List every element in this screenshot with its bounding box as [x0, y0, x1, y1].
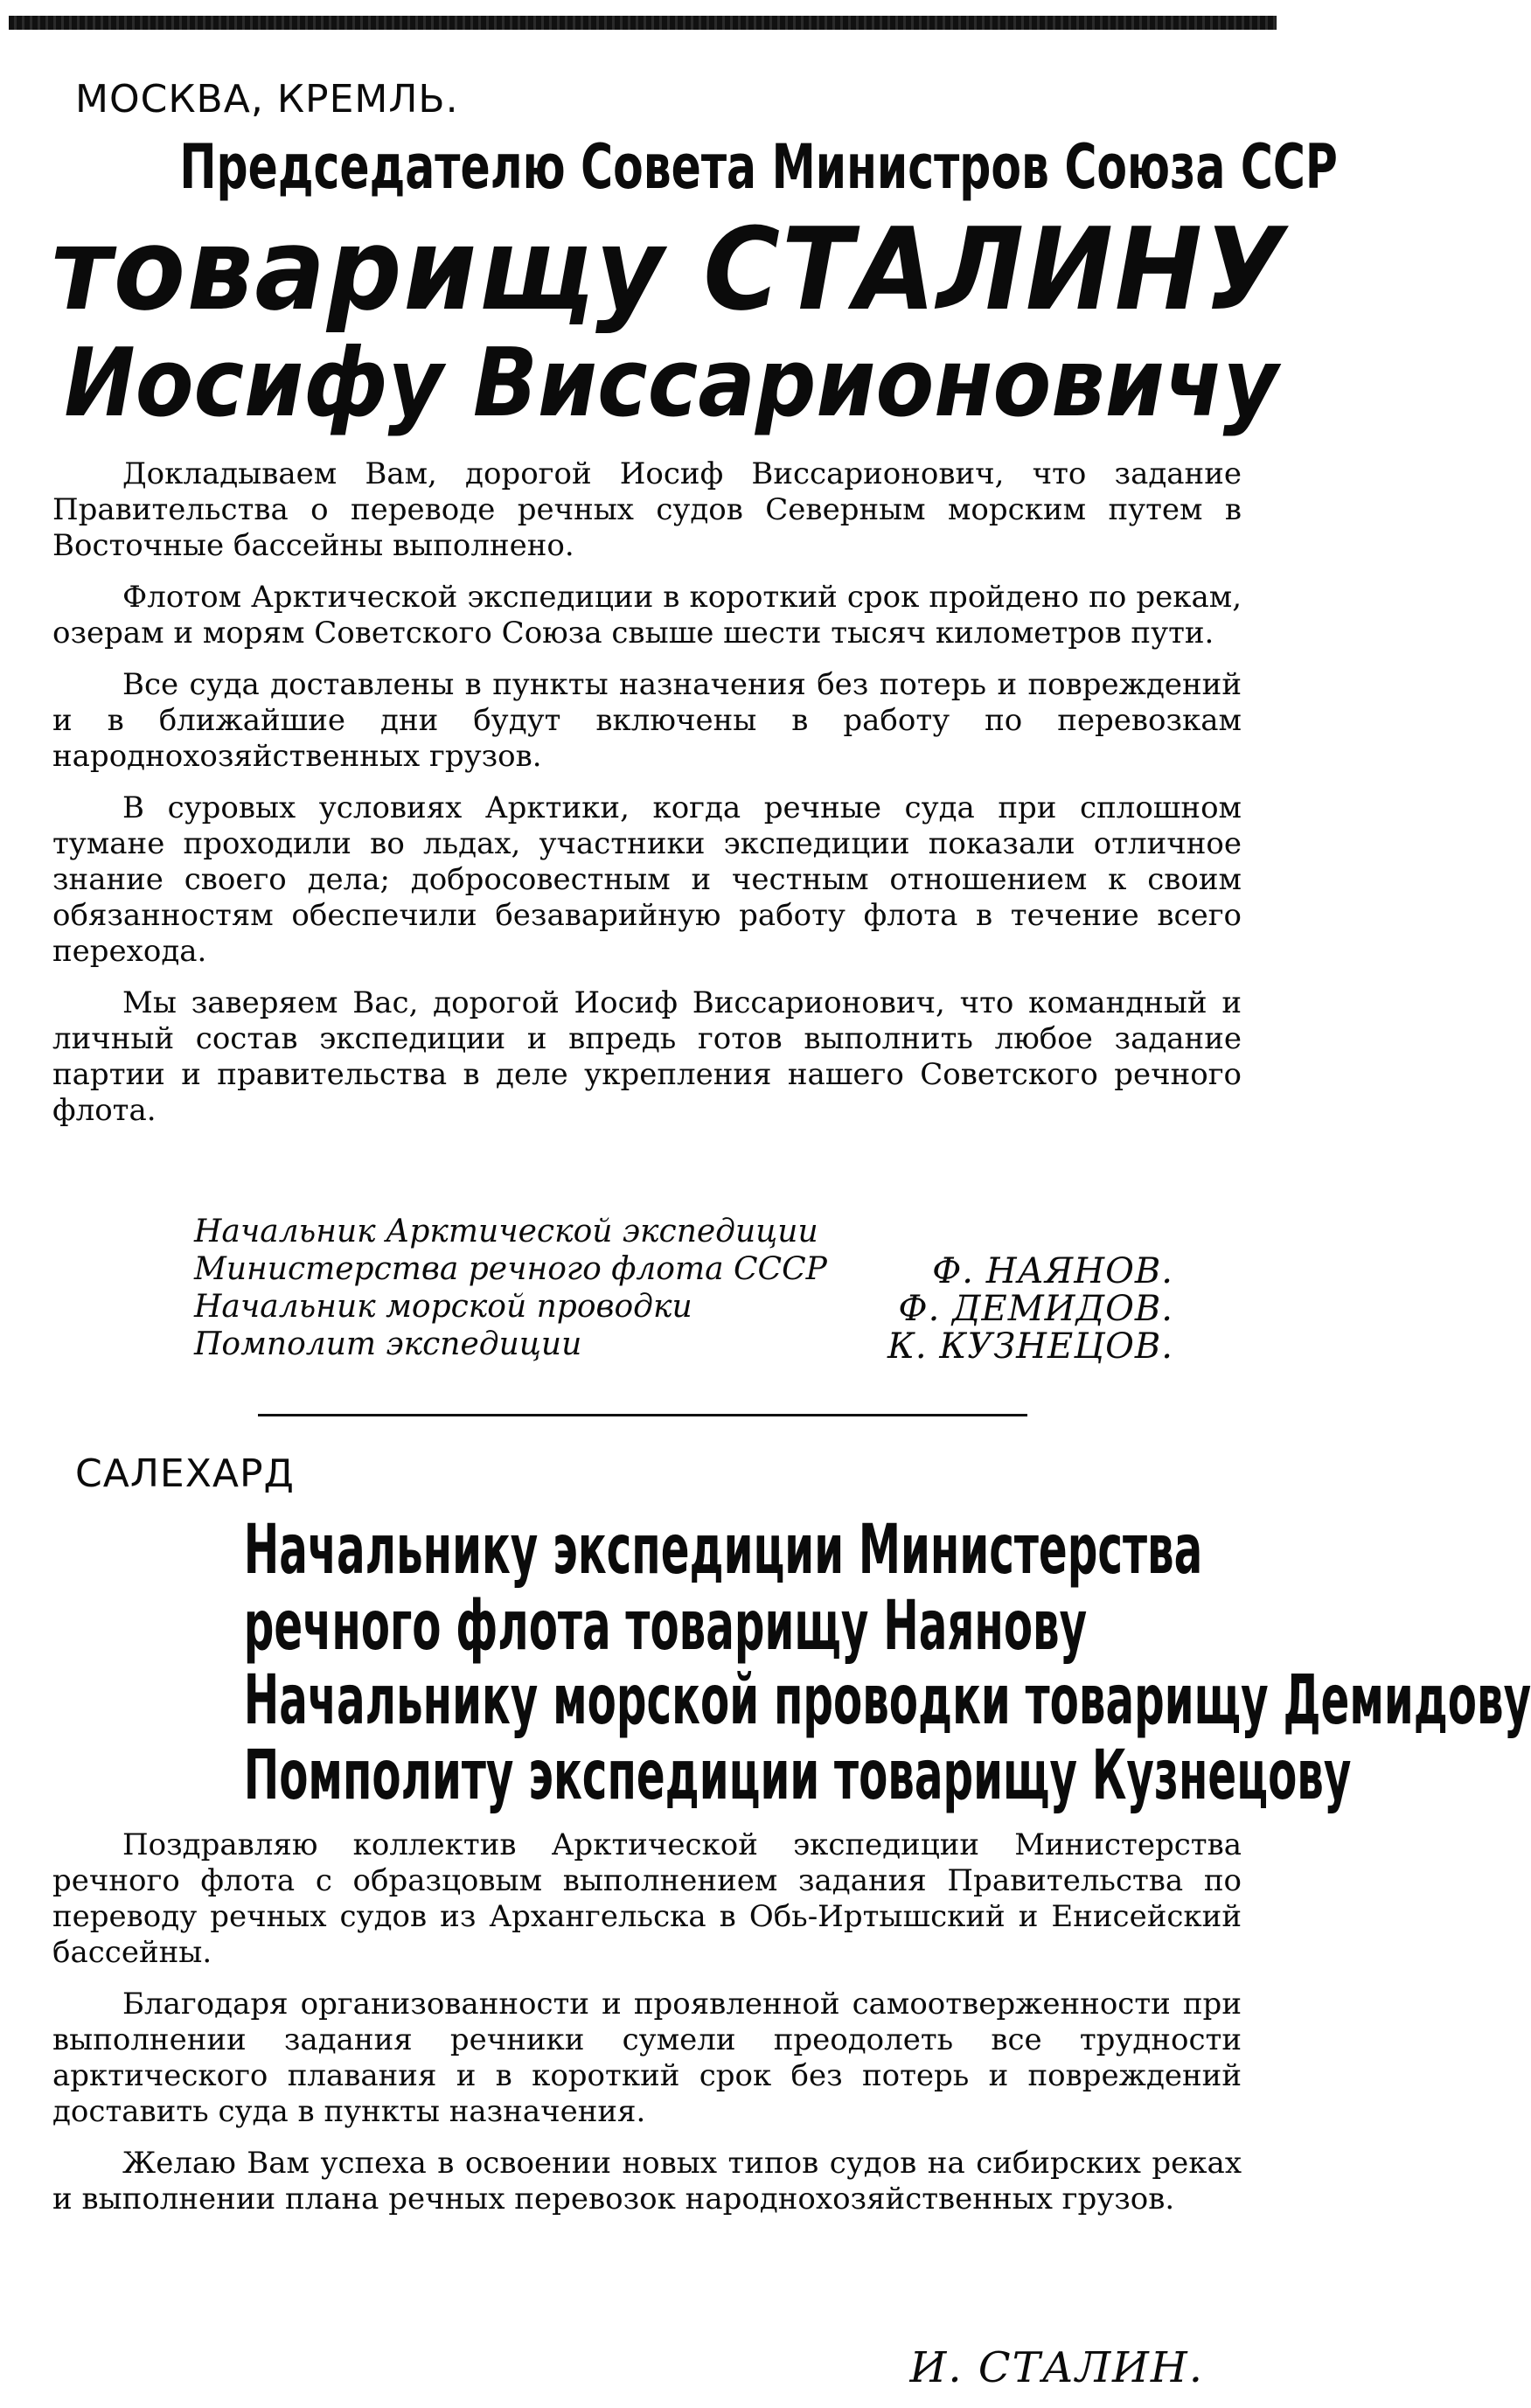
signature-title: Помполит экспедиции: [194, 1326, 582, 1362]
letter1-paragraph: Мы заверяем Вас, дорогой Иосиф Виссарионович, что командный и личный состав экспедиции и впредь готов выполнить любое задание партии и правительства в деле укрепления нашего Советского речного флота.: [52, 985, 1242, 1128]
addressee-line: речного флота товарищу Наянову: [243, 1587, 1088, 1666]
dateline-salekhard: САЛЕХАРД: [75, 1451, 295, 1496]
signature-title: Министерства речного флота СССР: [194, 1251, 827, 1287]
signature-row: [194, 1251, 1173, 1289]
signature-name: Ф. ДЕМИДОВ.: [898, 1289, 1173, 1329]
signature-row: [194, 1289, 1173, 1329]
addressee-title: Председателю Совета Министров Союза ССР: [179, 131, 1338, 203]
letter1-paragraph: Докладываем Вам, дорогой Иосиф Виссарионович, что задание Правительства о переводе речных судов Северным морским путем в Восточные бассейны выполнено.: [52, 456, 1242, 563]
letter1-signatures: [194, 1214, 1173, 1367]
letter2-paragraph: Благодаря организованности и проявленной самоотверженности при выполнении задания речники сумели преодолеть все трудности арктического плавания и в короткий срок без потерь и повреждений доставить суда в пункты назначения.: [52, 1987, 1242, 2129]
dateline-moscow: МОСКВА, КРЕМЛЬ.: [75, 77, 459, 122]
letter1-body: [52, 456, 1242, 1145]
letter2-paragraph: Поздравляю коллектив Арктической экспедиции Министерства речного флота с образцовым выполнением задания Правительства по переводу речных судов из Архангельска в Обь-Иртышский и Енисейский бассейны.: [52, 1827, 1242, 1970]
stalin-signature: И. СТАЛИН.: [909, 2343, 1204, 2392]
letter1-paragraph: Все суда доставлены в пункты назначения без потерь и повреждений и в ближайшие дни будут включены в работу по перевозкам народнохозяйственных грузов.: [52, 667, 1242, 774]
addressee-line: Начальнику морской проводки товарищу Демидову: [243, 1661, 1531, 1740]
section-divider: [258, 1414, 1027, 1416]
signature-title: Начальник морской проводки: [194, 1289, 692, 1325]
signature-row: [194, 1326, 1173, 1367]
addressee-line: Начальнику экспедиции Министерства: [243, 1511, 1203, 1590]
signature-name: К. КУЗНЕЦОВ.: [887, 1326, 1173, 1367]
addressee-name: товарищу СТАЛИНУ: [51, 203, 1286, 336]
letter2-body: [52, 1827, 1242, 2233]
addressee-patronymic: Иосифу Виссарионовичу: [64, 329, 1278, 438]
top-border-rule: [9, 16, 1277, 30]
letter2-paragraph: Желаю Вам успеха в освоении новых типов судов на сибирских реках и выполнении плана речных перевозок народнохозяйственных грузов.: [52, 2146, 1242, 2217]
addressee-line: Помполиту экспедиции товарищу Кузнецову: [243, 1736, 1352, 1815]
letter1-paragraph: В суровых условиях Арктики, когда речные суда при сплошном тумане проходили во льдах, участники экспедиции показали отличное знание своего дела; добросовестным и честным отношением к своим обязанностям обеспечили безаварийную работу флота в течение всего перехода.: [52, 790, 1242, 969]
signature-title: Начальник Арктической экспедиции: [194, 1214, 818, 1249]
letter1-paragraph: Флотом Арктической экспедиции в короткий срок пройдено по рекам, озерам и морям Советского Союза свыше шести тысяч километров пути.: [52, 580, 1242, 651]
signature-row: [194, 1214, 1173, 1251]
signature-name: Ф. НАЯНОВ.: [932, 1251, 1173, 1291]
